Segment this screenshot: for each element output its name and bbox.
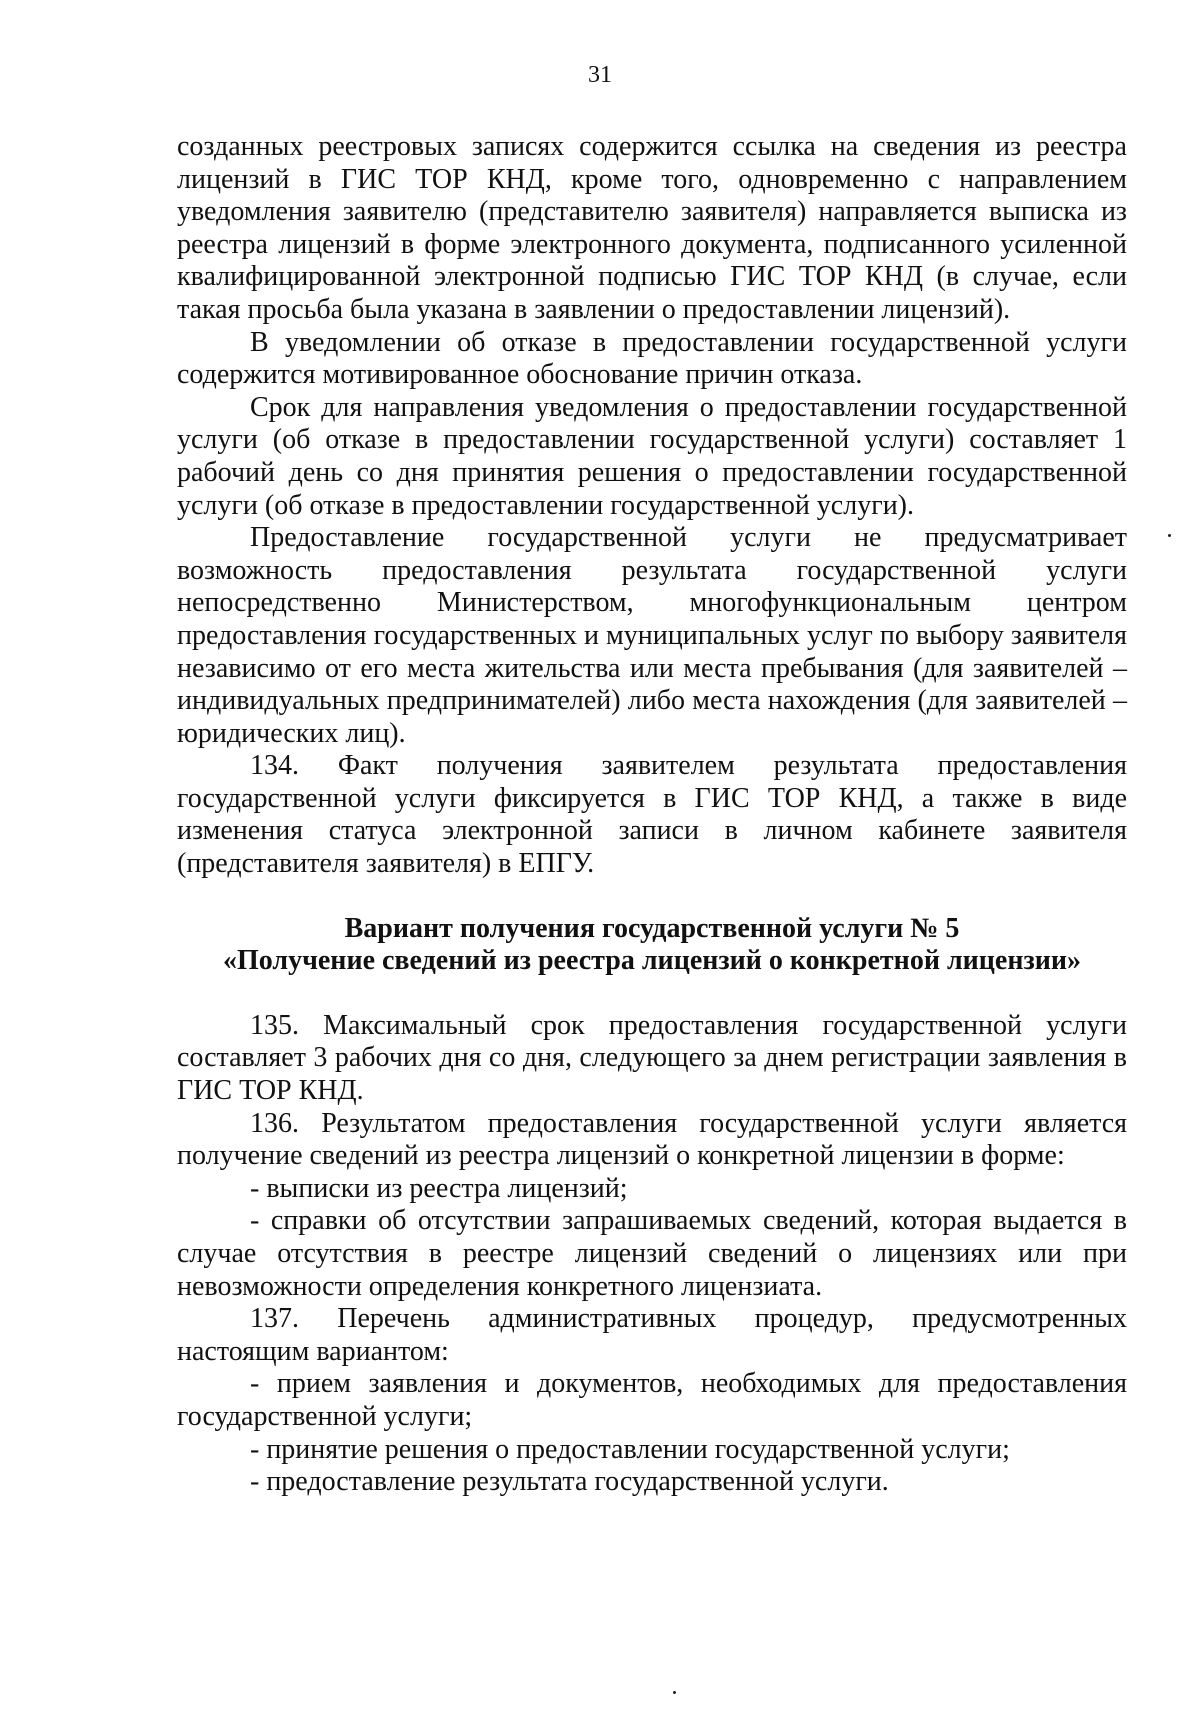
paragraph-137: 137. Перечень административных процедур, предусмотренных настоящим вариантом:	[177, 1303, 1127, 1367]
scan-speck	[673, 1691, 676, 1694]
paragraph-notification-term: Срок для направления уведомления о предоставлении государственной услуги (об отказе в предоставлении государственной услуги) составляет 1 рабочий день со дня принятия решения о предоставлении государственной услуги (об отказе в предоставлении государственной услуги).	[177, 391, 1127, 521]
list-item-extract: - выписки из реестра лицензий;	[250, 1172, 628, 1204]
paragraph-result-provision: Предоставление государственной услуги не предусматривает возможность предоставления результата государственной услуги непосредственно Министерством, многофункциональным центром предоставления государственных и муниципальных услуг по выбору заявителя независимо от его места жительства или места пребывания (для заявителей – индивидуальных предпринимателей) либо места нахождения (для заявителей – юридических лиц).	[177, 522, 1127, 749]
scan-speck	[1168, 534, 1171, 537]
spacer	[177, 881, 1127, 913]
spacer	[177, 978, 1127, 1010]
list-item-certificate: - справки об отсутствии запрашиваемых сведений, которая выдается в случае отсутствия в реестре лицензий сведений о лицензиях или при невозможности определения конкретного лицензиата.	[177, 1205, 1127, 1302]
page-number: 31	[588, 62, 612, 88]
list-item-application: - прием заявления и документов, необходимых для предоставления государственной услуги;	[177, 1368, 1127, 1432]
document-body	[177, 131, 1127, 1499]
paragraph-refusal-notice: В уведомлении об отказе в предоставлении государственной услуги содержится мотивированное обоснование причин отказа.	[177, 326, 1127, 391]
list-item-result: - предоставление результата государственной услуги.	[250, 1466, 889, 1498]
paragraph-135: 135. Максимальный срок предоставления государственной услуги составляет 3 рабочих дня со дня, следующего за днем регистрации заявления в ГИС ТОР КНД.	[177, 1009, 1127, 1107]
paragraph-134: 134. Факт получения заявителем результата предоставления государственной услуги фиксируется в ГИС ТОР КНД, а также в виде изменения статуса электронной записи в личном кабинете заявителя (представителя заявителя) в ЕПГУ.	[177, 750, 1127, 880]
list-item-decision: - принятие решения о предоставлении государственной услуги;	[250, 1433, 1010, 1465]
section-heading-line-2: «Получение сведений из реестра лицензий о конкретной лицензии»	[222, 945, 1082, 977]
paragraph-136: 136. Результатом предоставления государственной услуги является получение сведений из реестра лицензий о конкретной лицензии в форме:	[177, 1107, 1127, 1172]
section-heading-line-1: Вариант получения государственной услуги № 5	[344, 912, 960, 944]
paragraph-continuation: созданных реестровых записях содержится ссылка на сведения из реестра лицензий в ГИС ТОР КНД, кроме того, одновременно с направлением уведомления заявителю (представителю заявителя) направляется выписка из реестра лицензий в форме электронного документа, подписанного усиленной квалифицированной электронной подписью ГИС ТОР КНД (в случае, если такая просьба была указана в заявлении о предоставлении лицензий).	[177, 131, 1127, 325]
